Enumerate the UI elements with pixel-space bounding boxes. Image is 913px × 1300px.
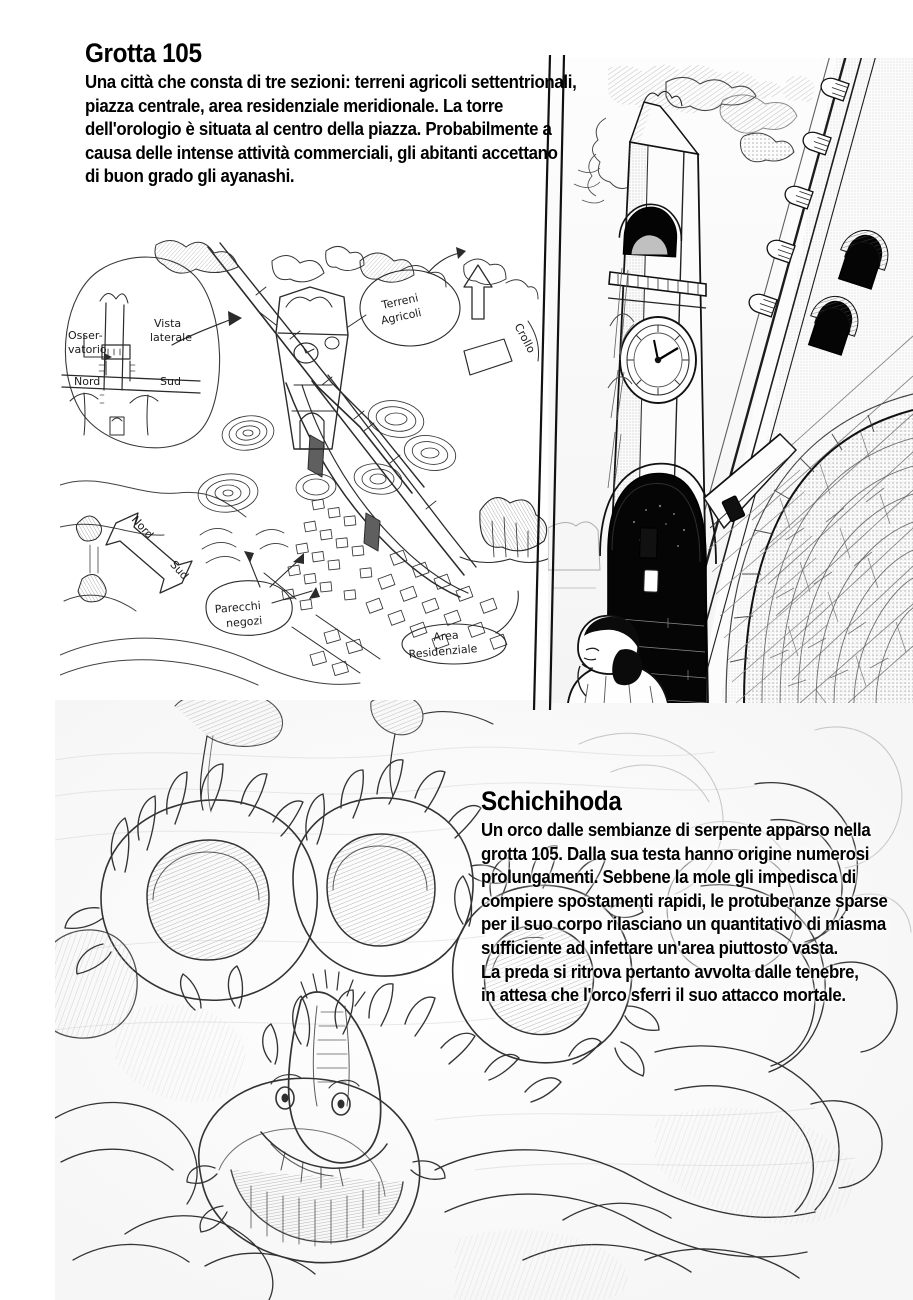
page-title-grotta: Grotta 105 bbox=[85, 38, 202, 68]
label-sud-inset: Sud bbox=[160, 375, 181, 388]
rock-shards bbox=[76, 516, 106, 602]
page-title-schichihoda: Schichihoda bbox=[481, 786, 622, 816]
body-line: prolungamenti. Sebbene la mole gli impedisca di bbox=[481, 866, 857, 888]
body-line: Una città che consta di tre sezioni: terreni agricoli settentrionali, bbox=[85, 71, 577, 92]
up-arrow bbox=[464, 265, 492, 319]
label-negozi-l2: negozi bbox=[225, 613, 263, 631]
bubble-negozi bbox=[206, 551, 320, 635]
entry-grotta-105 bbox=[85, 38, 585, 188]
body-line: La preda si ritrova pertanto avvolta dalle tenebre, bbox=[481, 960, 859, 982]
body-line: Un orco dalle sembianze di serpente apparso nella bbox=[481, 819, 871, 840]
town-layout-sketch-panel bbox=[60, 235, 560, 700]
label-vista-l1: Vista bbox=[154, 317, 182, 330]
label-nord-inset: Nord bbox=[74, 375, 101, 388]
label-terreni-l2: Agricoli bbox=[379, 306, 423, 328]
body-line: piazza centrale, area residenziale meridionale. La torre bbox=[85, 94, 504, 116]
body-line: in attesa che l'orco sferri il suo attacco mortale. bbox=[481, 984, 846, 1006]
clock-face bbox=[620, 317, 696, 403]
entry-body-schichihoda bbox=[481, 818, 888, 1007]
body-line: dell'orologio è situata al centro della piazza. Probabilmente a bbox=[85, 118, 552, 140]
viaduct bbox=[286, 383, 468, 597]
clock-tower-panel bbox=[548, 58, 913, 703]
body-line: compiere spostamenti rapidi, le protuberanze sparse bbox=[481, 889, 888, 911]
label-sud-arrow: Sud bbox=[167, 558, 192, 583]
entry-body-grotta bbox=[85, 70, 577, 188]
body-line: causa delle intense attività commerciali, gli abitanti accettano bbox=[85, 141, 558, 163]
label-negozi-l1: Parecchi bbox=[214, 599, 262, 617]
body-line: sufficiente ad infettare un'area piuttosto vasta. bbox=[481, 936, 838, 958]
right-cliff bbox=[460, 498, 552, 563]
farm-fields bbox=[196, 396, 459, 563]
label-area-l2: Residenziale bbox=[408, 642, 478, 661]
label-vista-l2: laterale bbox=[150, 331, 192, 344]
label-osservatorio-l1: Osser- bbox=[68, 329, 103, 342]
label-terreni-l1: Terreni bbox=[380, 291, 420, 312]
collapse-debris bbox=[464, 339, 512, 375]
entry-schichihoda bbox=[481, 786, 901, 1007]
body-line: per il suo corpo rilasciano un quantitativo di miasma bbox=[481, 913, 886, 935]
body-line: grotta 105. Dalla sua testa hanno origine numerosi bbox=[481, 842, 870, 864]
body-line: di buon grado gli ayanashi. bbox=[85, 165, 295, 187]
label-crollo: Crollo bbox=[511, 321, 538, 356]
label-nord-arrow: Nord bbox=[128, 513, 156, 542]
label-area-l1: Area bbox=[432, 628, 460, 644]
label-osservatorio-l2: vatorio bbox=[68, 343, 107, 356]
